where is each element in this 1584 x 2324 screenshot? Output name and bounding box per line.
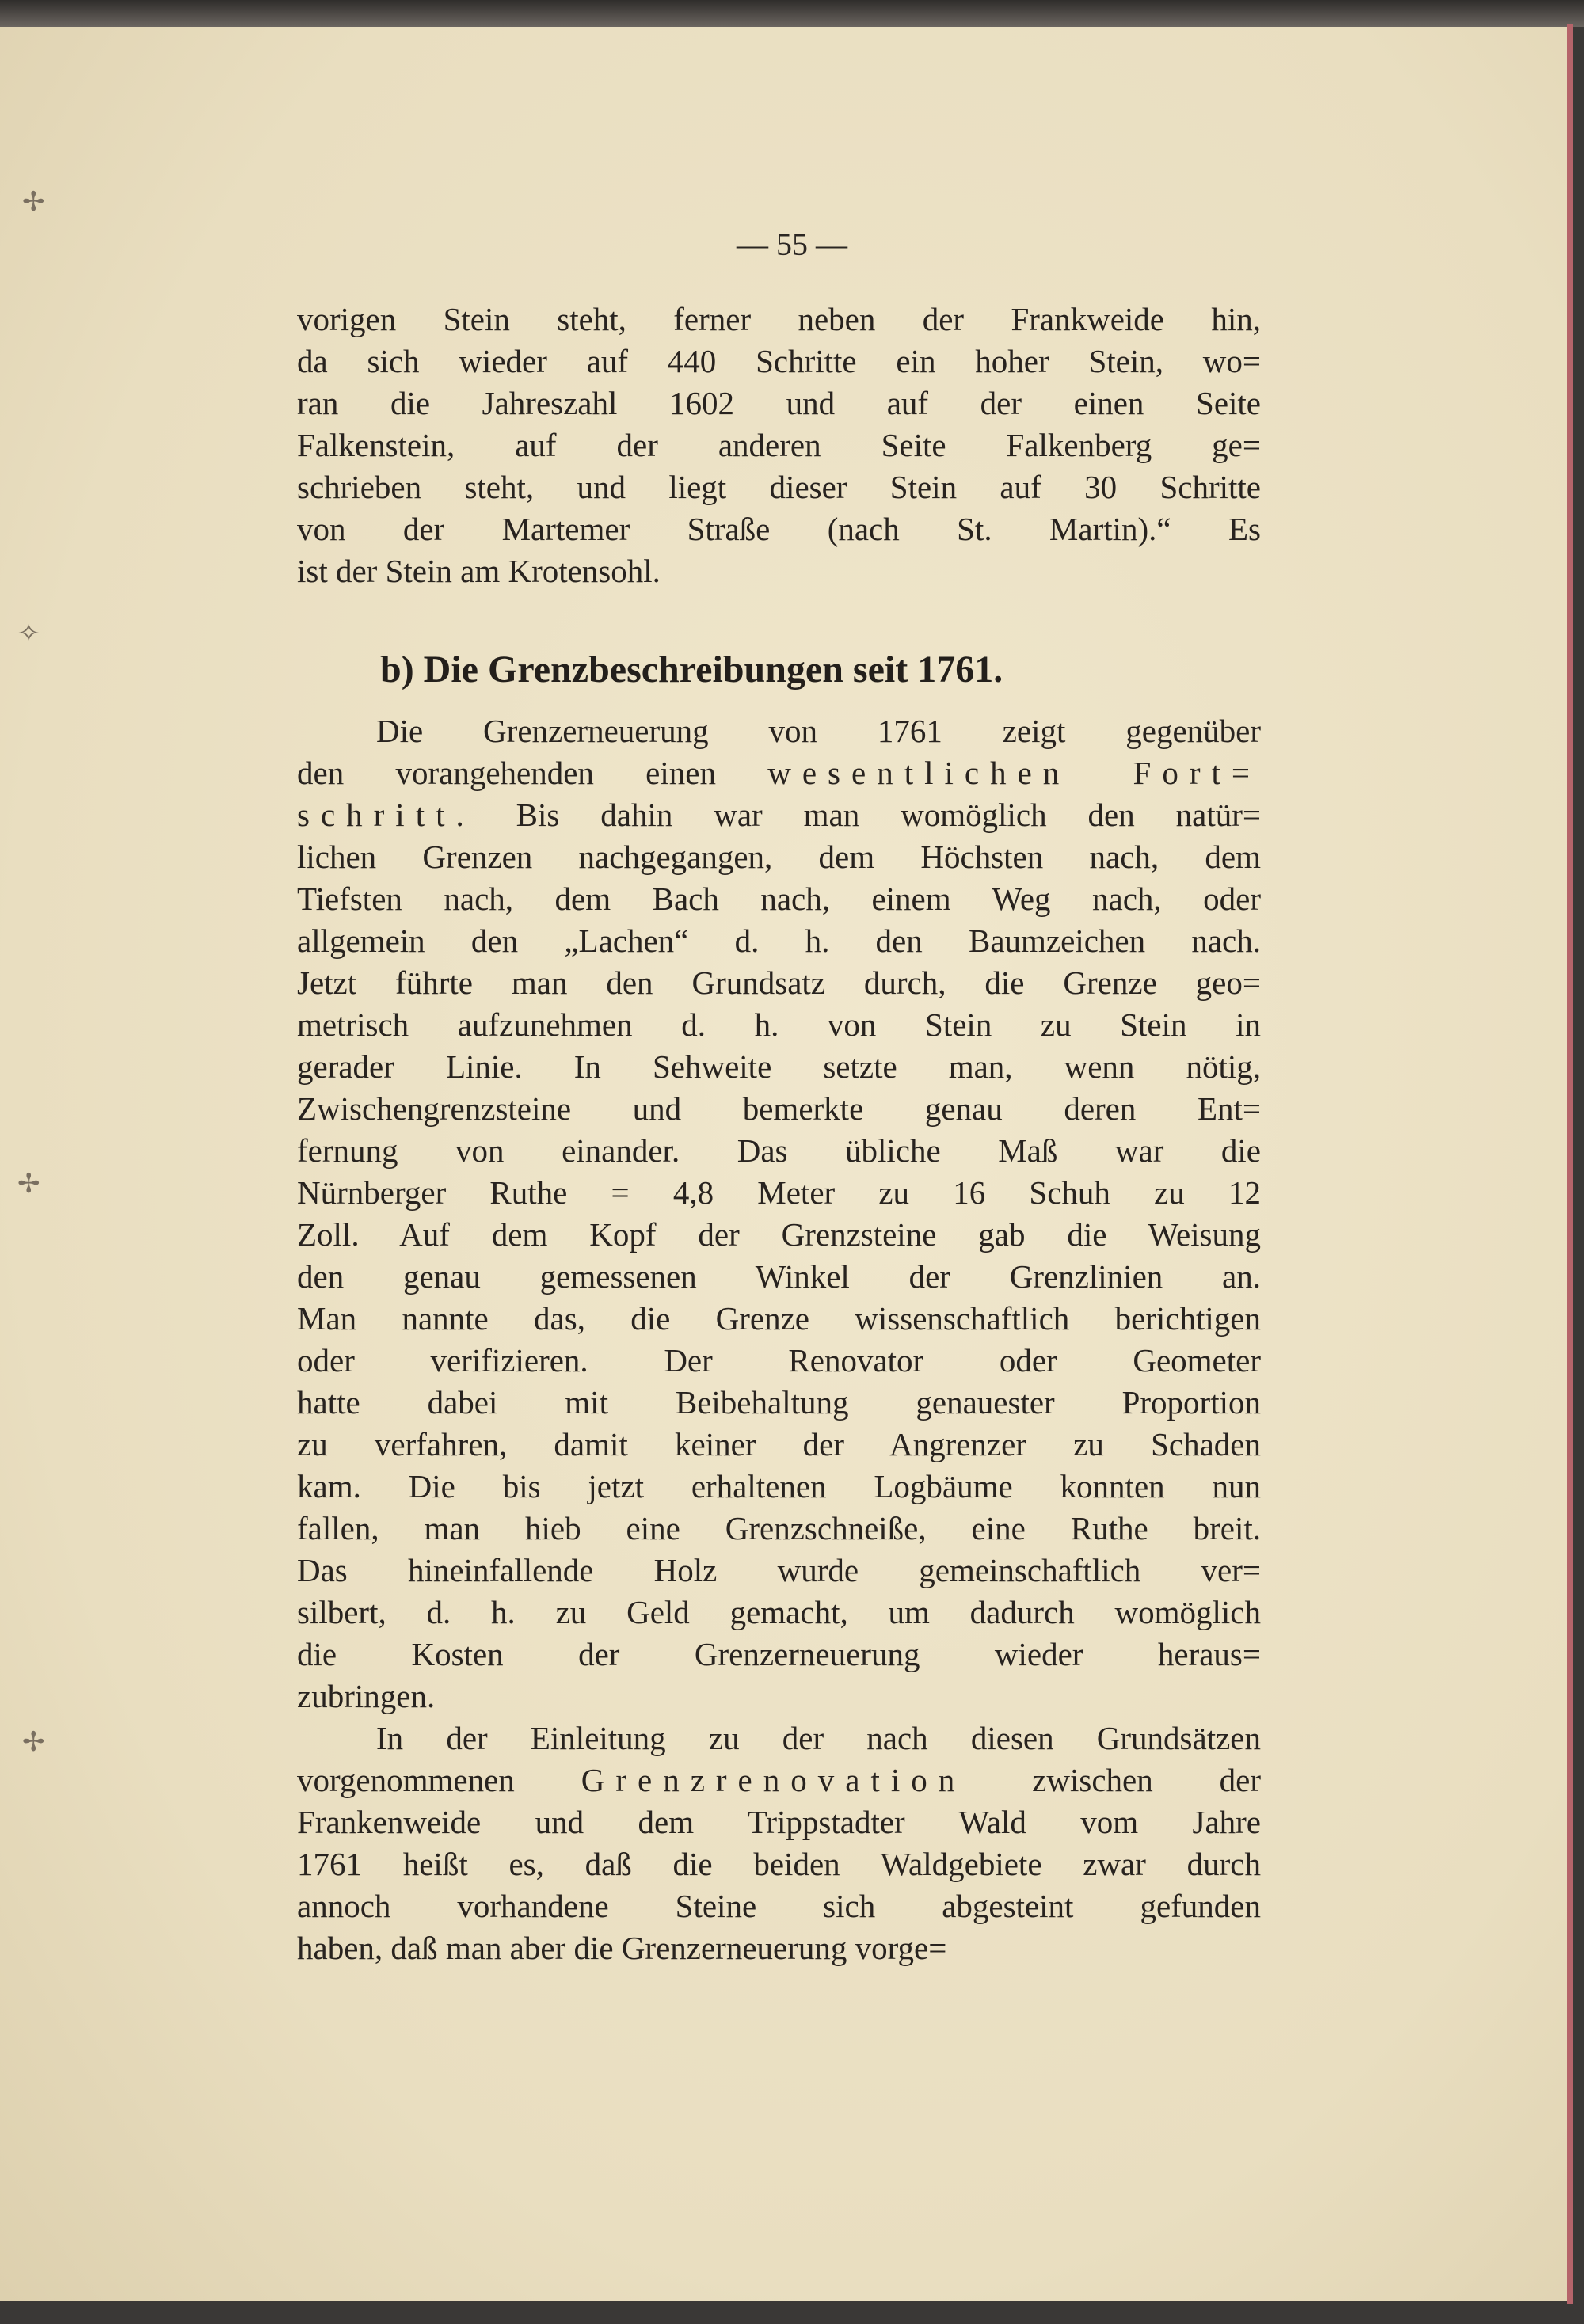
text-segment: Nürnberger Ruthe = 4,8 Meter zu 16 Schuh zu 12 bbox=[297, 1174, 1261, 1211]
text-segment: Bis dahin war man womöglich den natür= bbox=[474, 797, 1261, 833]
text-segment: zu verfahren, damit keiner der Angrenzer zu Schaden bbox=[297, 1426, 1261, 1462]
text-line bbox=[297, 920, 1261, 962]
text-segment: da sich wieder auf 440 Schritte ein hoher Stein, wo= bbox=[297, 343, 1261, 379]
text-line bbox=[297, 340, 1261, 382]
text-line bbox=[297, 878, 1261, 920]
text-line bbox=[297, 508, 1261, 550]
text-line bbox=[297, 1717, 1261, 1759]
section-body bbox=[297, 710, 1261, 1969]
text-line bbox=[297, 1046, 1261, 1088]
text-segment: die Kosten der Grenzerneuerung wieder heraus= bbox=[297, 1636, 1261, 1672]
margin-ornament-icon: ✢ bbox=[22, 1728, 45, 1757]
text-line bbox=[297, 1088, 1261, 1130]
text-line bbox=[297, 550, 1261, 592]
text-segment: oder verifizieren. Der Renovator oder Geometer bbox=[297, 1342, 1261, 1379]
text-segment: Zoll. Auf dem Kopf der Grenzsteine gab die Weisung bbox=[297, 1216, 1261, 1253]
text-segment: Zwischengrenzsteine und bemerkte genau deren Ent= bbox=[297, 1090, 1261, 1127]
margin-ornament-icon: ✧ bbox=[17, 619, 40, 649]
text-segment: zubringen. bbox=[297, 1678, 436, 1714]
text-line bbox=[297, 466, 1261, 508]
text-segment: Man nannte das, die Grenze wissenschaftlich berichtigen bbox=[297, 1300, 1261, 1337]
text-segment: von der Martemer Straße (nach St. Martin).“ Es bbox=[297, 511, 1261, 547]
text-segment: 1761 heißt es, daß die beiden Waldgebiete zwar durch bbox=[297, 1846, 1261, 1882]
text-line bbox=[297, 1130, 1261, 1172]
text-line bbox=[297, 1843, 1261, 1885]
text-line bbox=[297, 1675, 1261, 1717]
text-line bbox=[297, 1927, 1261, 1969]
text-segment: zwischen der bbox=[965, 1762, 1261, 1798]
text-line bbox=[297, 1592, 1261, 1634]
text-segment: kam. Die bis jetzt erhaltenen Logbäume konnten nun bbox=[297, 1468, 1261, 1504]
text-segment: In der Einleitung zu der nach diesen Grundsätzen bbox=[376, 1720, 1261, 1756]
text-segment: vorigen Stein steht, ferner neben der Frankweide hin, bbox=[297, 301, 1261, 337]
text-segment: ran die Jahreszahl 1602 und auf der einen Seite bbox=[297, 385, 1261, 421]
text-segment: lichen Grenzen nachgegangen, dem Höchsten nach, dem bbox=[297, 839, 1261, 875]
text-line bbox=[297, 1004, 1261, 1046]
page-red-edge bbox=[1567, 24, 1573, 2304]
text-line bbox=[297, 1885, 1261, 1927]
text-line bbox=[297, 1214, 1261, 1256]
text-segment: vorgenommenen bbox=[297, 1762, 581, 1798]
text-line bbox=[297, 1298, 1261, 1340]
text-segment: Das hineinfallende Holz wurde gemeinschaftlich ver= bbox=[297, 1552, 1261, 1588]
text-line bbox=[297, 710, 1261, 752]
text-segment: metrisch aufzunehmen d. h. von Stein zu Stein in bbox=[297, 1006, 1261, 1043]
text-line bbox=[297, 1634, 1261, 1675]
text-line bbox=[297, 299, 1261, 340]
text-segment: silbert, d. h. zu Geld gemacht, um dadurch womöglich bbox=[297, 1594, 1261, 1630]
text-line bbox=[297, 1340, 1261, 1382]
margin-ornament-icon: ✢ bbox=[22, 188, 45, 217]
text-line bbox=[297, 1172, 1261, 1214]
text-segment: gerader Linie. In Sehweite setzte man, wenn nötig, bbox=[297, 1048, 1261, 1085]
text-line bbox=[297, 1550, 1261, 1592]
text-line bbox=[297, 1466, 1261, 1508]
text-line bbox=[297, 1424, 1261, 1466]
text-segment: Jetzt führte man den Grundsatz durch, die Grenze geo= bbox=[297, 964, 1261, 1001]
text-line bbox=[297, 382, 1261, 424]
text-segment: hatte dabei mit Beibehaltung genauester Proportion bbox=[297, 1384, 1261, 1421]
text-segment: haben, daß man aber die Grenzerneuerung vorge= bbox=[297, 1930, 947, 1966]
text-segment: Falkenstein, auf der anderen Seite Falkenberg ge= bbox=[297, 427, 1261, 463]
text-line bbox=[297, 1256, 1261, 1298]
spaced-emphasis: schritt. bbox=[297, 797, 475, 833]
text-segment: allgemein den „Lachen“ d. h. den Baumzeichen nach. bbox=[297, 922, 1261, 959]
text-segment: fallen, man hieb eine Grenzschneiße, eine Ruthe breit. bbox=[297, 1510, 1261, 1546]
section-heading: b) Die Grenzbeschreibungen seit 1761. bbox=[380, 649, 1003, 690]
spaced-emphasis: wesentlichen Fort= bbox=[767, 755, 1261, 791]
text-line bbox=[297, 962, 1261, 1004]
text-segment: Tiefsten nach, dem Bach nach, einem Weg nach, oder bbox=[297, 881, 1261, 917]
text-line bbox=[297, 424, 1261, 466]
text-line bbox=[297, 1759, 1261, 1801]
text-segment: fernung von einander. Das übliche Maß war die bbox=[297, 1132, 1261, 1169]
paragraph-continued bbox=[297, 299, 1261, 592]
spaced-emphasis: Grenzrenovation bbox=[581, 1762, 966, 1798]
margin-ornament-icon: ✢ bbox=[17, 1170, 40, 1199]
text-segment: Die Grenzerneuerung von 1761 zeigt gegenüber bbox=[376, 713, 1261, 749]
text-segment: Frankenweide und dem Trippstadter Wald vom Jahre bbox=[297, 1804, 1261, 1840]
book-top-edge bbox=[0, 0, 1584, 27]
text-line bbox=[297, 752, 1261, 794]
text-segment: den genau gemessenen Winkel der Grenzlinien an. bbox=[297, 1258, 1261, 1295]
text-line bbox=[297, 1801, 1261, 1843]
text-segment: schrieben steht, und liegt dieser Stein auf 30 Schritte bbox=[297, 469, 1261, 505]
text-line bbox=[297, 836, 1261, 878]
page-number: — 55 — bbox=[737, 226, 847, 262]
text-line bbox=[297, 794, 1261, 836]
text-segment: den vorangehenden einen bbox=[297, 755, 768, 791]
text-segment: ist der Stein am Krotensohl. bbox=[297, 553, 661, 589]
text-line bbox=[297, 1382, 1261, 1424]
text-line bbox=[297, 1508, 1261, 1550]
text-segment: annoch vorhandene Steine sich abgesteint gefunden bbox=[297, 1888, 1261, 1924]
